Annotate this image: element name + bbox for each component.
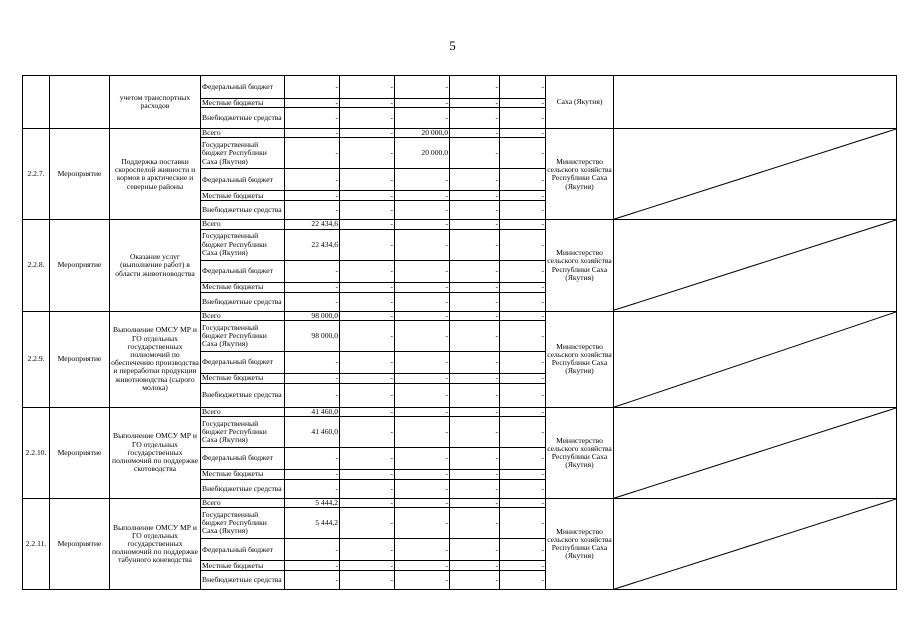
cont-number-cell — [23, 76, 50, 129]
program-measures-table — [22, 75, 897, 590]
amount-cell: - — [500, 539, 546, 561]
amount-cell: - — [340, 571, 395, 590]
source-label: Государственный бюджет Республики Саха (Якутия) — [201, 417, 285, 448]
amount-cell: - — [500, 108, 546, 129]
amount-cell: - — [285, 138, 340, 169]
amount-cell: - — [450, 470, 500, 480]
source-label: Всего — [201, 220, 285, 229]
amount-cell: - — [500, 76, 546, 99]
amount-cell: - — [450, 220, 500, 229]
amount-cell: - — [395, 282, 450, 292]
amount-cell: - — [395, 470, 450, 480]
source-label: Федеральный бюджет — [201, 539, 285, 561]
amount-cell: - — [340, 138, 395, 169]
amount-cell: 41 460,0 — [285, 417, 340, 448]
source-label: Всего — [201, 407, 285, 416]
measure-name: Выполнение ОМСУ МР и ГО отдельных государственных полномочий по поддержке табунного коневодства — [110, 499, 201, 590]
amount-cell: - — [285, 470, 340, 480]
source-label: Всего — [201, 311, 285, 320]
amount-cell: - — [450, 191, 500, 201]
amount-cell: - — [500, 373, 546, 383]
amount-cell: - — [500, 129, 546, 138]
amount-cell: - — [285, 282, 340, 292]
amount-cell: - — [340, 320, 395, 351]
measure-executor: Министерство сельского хозяйства Республики Саха (Якутия) — [546, 499, 614, 590]
amount-cell: - — [340, 191, 395, 201]
amount-cell: - — [450, 292, 500, 311]
amount-cell: - — [340, 201, 395, 220]
amount-cell: - — [285, 539, 340, 561]
amount-cell: - — [395, 508, 450, 539]
measure-number: 2.2.7. — [23, 129, 50, 220]
page-number: 5 — [449, 38, 456, 53]
amount-cell: - — [450, 311, 500, 320]
amount-cell: - — [395, 220, 450, 229]
source-label: Государственный бюджет Республики Саха (Якутия) — [201, 320, 285, 351]
amount-cell: - — [500, 99, 546, 108]
amount-cell: - — [450, 373, 500, 383]
amount-cell: - — [500, 191, 546, 201]
amount-cell: - — [340, 351, 395, 373]
amount-cell: - — [500, 311, 546, 320]
amount-cell: - — [450, 99, 500, 108]
amount-cell: - — [285, 292, 340, 311]
amount-cell: - — [500, 561, 546, 571]
amount-cell: - — [285, 448, 340, 470]
measure-type: Мероприятие — [50, 407, 110, 498]
amount-cell: - — [340, 292, 395, 311]
amount-cell: - — [500, 201, 546, 220]
amount-cell: - — [395, 292, 450, 311]
amount-cell: - — [340, 470, 395, 480]
amount-cell: - — [285, 373, 340, 383]
amount-cell: 20 000,0 — [395, 129, 450, 138]
amount-cell: - — [340, 260, 395, 282]
source-label: Местные бюджеты — [201, 191, 285, 201]
amount-cell: - — [285, 129, 340, 138]
amount-cell: - — [450, 417, 500, 448]
source-label: Федеральный бюджет — [201, 351, 285, 373]
source-label: Внебюджетные средства — [201, 292, 285, 311]
amount-cell: - — [450, 561, 500, 571]
amount-cell: - — [450, 76, 500, 99]
amount-cell: - — [500, 169, 546, 191]
diagonal-strike-cell — [614, 499, 897, 590]
diagonal-strike-cell — [614, 311, 897, 407]
amount-cell: - — [340, 480, 395, 499]
table-body — [23, 76, 897, 590]
cont-note-cell — [614, 76, 897, 129]
source-label: Государственный бюджет Республики Саха (Якутия) — [201, 229, 285, 260]
amount-cell: - — [450, 138, 500, 169]
amount-cell: - — [340, 108, 395, 129]
amount-cell: - — [395, 108, 450, 129]
amount-cell: - — [340, 76, 395, 99]
source-label: Государственный бюджет Республики Саха (Якутия) — [201, 508, 285, 539]
amount-cell: - — [285, 99, 340, 108]
table-row — [23, 499, 897, 508]
diagonal-line — [614, 408, 896, 498]
amount-cell: - — [285, 108, 340, 129]
amount-cell: - — [450, 480, 500, 499]
amount-cell: 98 000,0 — [285, 311, 340, 320]
amount-cell: - — [450, 571, 500, 590]
amount-cell: - — [500, 220, 546, 229]
amount-cell: - — [340, 129, 395, 138]
amount-cell: 20 000,0 — [395, 138, 450, 169]
amount-cell: - — [450, 508, 500, 539]
measure-name: Оказание услуг (выполнение работ) в области животноводства — [110, 220, 201, 311]
amount-cell: - — [340, 311, 395, 320]
amount-cell: - — [500, 480, 546, 499]
amount-cell: - — [500, 383, 546, 407]
diagonal-line — [614, 220, 896, 310]
amount-cell: 22 434,6 — [285, 220, 340, 229]
amount-cell: - — [285, 383, 340, 407]
amount-cell: - — [395, 417, 450, 448]
amount-cell: - — [395, 351, 450, 373]
amount-cell: - — [450, 229, 500, 260]
amount-cell: - — [340, 499, 395, 508]
diagonal-strike-cell — [614, 129, 897, 220]
measure-name: Выполнение ОМСУ МР и ГО отдельных государственных полномочий по поддержке скотоводства — [110, 407, 201, 498]
amount-cell: - — [285, 201, 340, 220]
amount-cell: 22 434,6 — [285, 229, 340, 260]
amount-cell: 5 444,2 — [285, 499, 340, 508]
source-label: Всего — [201, 129, 285, 138]
diagonal-strike-cell — [614, 407, 897, 498]
amount-cell: - — [340, 169, 395, 191]
amount-cell: - — [285, 191, 340, 201]
source-label: Внебюджетные средства — [201, 108, 285, 129]
amount-cell: - — [500, 351, 546, 373]
amount-cell: - — [285, 76, 340, 99]
amount-cell: - — [450, 407, 500, 416]
amount-cell: - — [450, 448, 500, 470]
amount-cell: - — [395, 99, 450, 108]
source-label: Федеральный бюджет — [201, 448, 285, 470]
measure-type: Мероприятие — [50, 311, 110, 407]
table-row — [23, 407, 897, 416]
table-row — [23, 129, 897, 138]
amount-cell: - — [395, 480, 450, 499]
amount-cell: - — [395, 201, 450, 220]
source-label: Внебюджетные средства — [201, 383, 285, 407]
amount-cell: - — [285, 351, 340, 373]
amount-cell: - — [450, 169, 500, 191]
amount-cell: - — [500, 470, 546, 480]
measure-name: Выполнение ОМСУ МР и ГО отдельных государственных полномочий по обеспечению производства и переработки продукции животноводства (сырого молока) — [110, 311, 201, 407]
amount-cell: - — [500, 282, 546, 292]
measure-type: Мероприятие — [50, 499, 110, 590]
amount-cell: - — [395, 407, 450, 416]
measure-number: 2.2.9. — [23, 311, 50, 407]
source-label: Местные бюджеты — [201, 561, 285, 571]
source-label: Всего — [201, 499, 285, 508]
amount-cell: - — [395, 169, 450, 191]
amount-cell: - — [450, 383, 500, 407]
amount-cell: - — [395, 191, 450, 201]
amount-cell: - — [340, 229, 395, 260]
amount-cell: 98 000,0 — [285, 320, 340, 351]
amount-cell: - — [500, 292, 546, 311]
amount-cell: - — [285, 169, 340, 191]
amount-cell: - — [450, 499, 500, 508]
amount-cell: - — [340, 220, 395, 229]
source-label: Местные бюджеты — [201, 373, 285, 383]
source-label: Внебюджетные средства — [201, 480, 285, 499]
amount-cell: - — [340, 407, 395, 416]
amount-cell: - — [450, 282, 500, 292]
amount-cell: - — [340, 99, 395, 108]
amount-cell: - — [395, 539, 450, 561]
amount-cell: - — [500, 499, 546, 508]
measure-executor: Министерство сельского хозяйства Республики Саха (Якутия) — [546, 407, 614, 498]
diagonal-line — [614, 129, 896, 219]
amount-cell: - — [450, 320, 500, 351]
amount-cell: - — [500, 417, 546, 448]
amount-cell: - — [285, 561, 340, 571]
amount-cell: - — [450, 539, 500, 561]
source-label: Государственный бюджет Республики Саха (Якутия) — [201, 138, 285, 169]
cont-type-cell — [50, 76, 110, 129]
measure-executor: Министерство сельского хозяйства Республики Саха (Якутия) — [546, 129, 614, 220]
measure-type: Мероприятие — [50, 220, 110, 311]
source-label: Местные бюджеты — [201, 470, 285, 480]
table-row — [23, 311, 897, 320]
amount-cell: - — [285, 571, 340, 590]
amount-cell: - — [340, 539, 395, 561]
amount-cell: - — [285, 260, 340, 282]
amount-cell: - — [395, 311, 450, 320]
amount-cell: - — [500, 448, 546, 470]
amount-cell: - — [395, 76, 450, 99]
amount-cell: - — [395, 448, 450, 470]
amount-cell: - — [395, 561, 450, 571]
amount-cell: - — [500, 260, 546, 282]
amount-cell: - — [395, 571, 450, 590]
amount-cell: - — [450, 108, 500, 129]
amount-cell: - — [395, 499, 450, 508]
measure-number: 2.2.11. — [23, 499, 50, 590]
diagonal-line — [614, 312, 896, 407]
source-label: Федеральный бюджет — [201, 169, 285, 191]
amount-cell: 41 460,0 — [285, 407, 340, 416]
amount-cell: - — [395, 320, 450, 351]
amount-cell: 5 444,2 — [285, 508, 340, 539]
amount-cell: - — [340, 282, 395, 292]
amount-cell: - — [340, 508, 395, 539]
cont-event-name: учетом транспортных расходов — [110, 76, 201, 129]
table-row — [23, 76, 897, 99]
amount-cell: - — [450, 129, 500, 138]
amount-cell: - — [450, 260, 500, 282]
amount-cell: - — [340, 417, 395, 448]
cont-executor: Саха (Якутия) — [546, 76, 614, 129]
source-label: Федеральный бюджет — [201, 260, 285, 282]
amount-cell: - — [500, 407, 546, 416]
amount-cell: - — [340, 561, 395, 571]
amount-cell: - — [340, 383, 395, 407]
measure-executor: Министерство сельского хозяйства Республики Саха (Якутия) — [546, 220, 614, 311]
amount-cell: - — [500, 229, 546, 260]
amount-cell: - — [285, 480, 340, 499]
source-label: Федеральный бюджет — [201, 76, 285, 99]
source-label: Местные бюджеты — [201, 99, 285, 108]
measure-type: Мероприятие — [50, 129, 110, 220]
source-label: Внебюджетные средства — [201, 571, 285, 590]
diagonal-strike-cell — [614, 220, 897, 311]
diagonal-line — [614, 499, 896, 589]
source-label: Местные бюджеты — [201, 282, 285, 292]
amount-cell: - — [395, 373, 450, 383]
amount-cell: - — [340, 373, 395, 383]
amount-cell: - — [395, 383, 450, 407]
amount-cell: - — [500, 571, 546, 590]
measure-name: Поддержка поставки скороспелой живности и кормов в арктические и северные районы — [110, 129, 201, 220]
measure-number: 2.2.8. — [23, 220, 50, 311]
amount-cell: - — [395, 260, 450, 282]
amount-cell: - — [500, 508, 546, 539]
amount-cell: - — [340, 448, 395, 470]
amount-cell: - — [395, 229, 450, 260]
measure-executor: Министерство сельского хозяйства Республики Саха (Якутия) — [546, 311, 614, 407]
table-row — [23, 220, 897, 229]
amount-cell: - — [450, 351, 500, 373]
amount-cell: - — [500, 138, 546, 169]
amount-cell: - — [500, 320, 546, 351]
source-label: Внебюджетные средства — [201, 201, 285, 220]
amount-cell: - — [450, 201, 500, 220]
measure-number: 2.2.10. — [23, 407, 50, 498]
